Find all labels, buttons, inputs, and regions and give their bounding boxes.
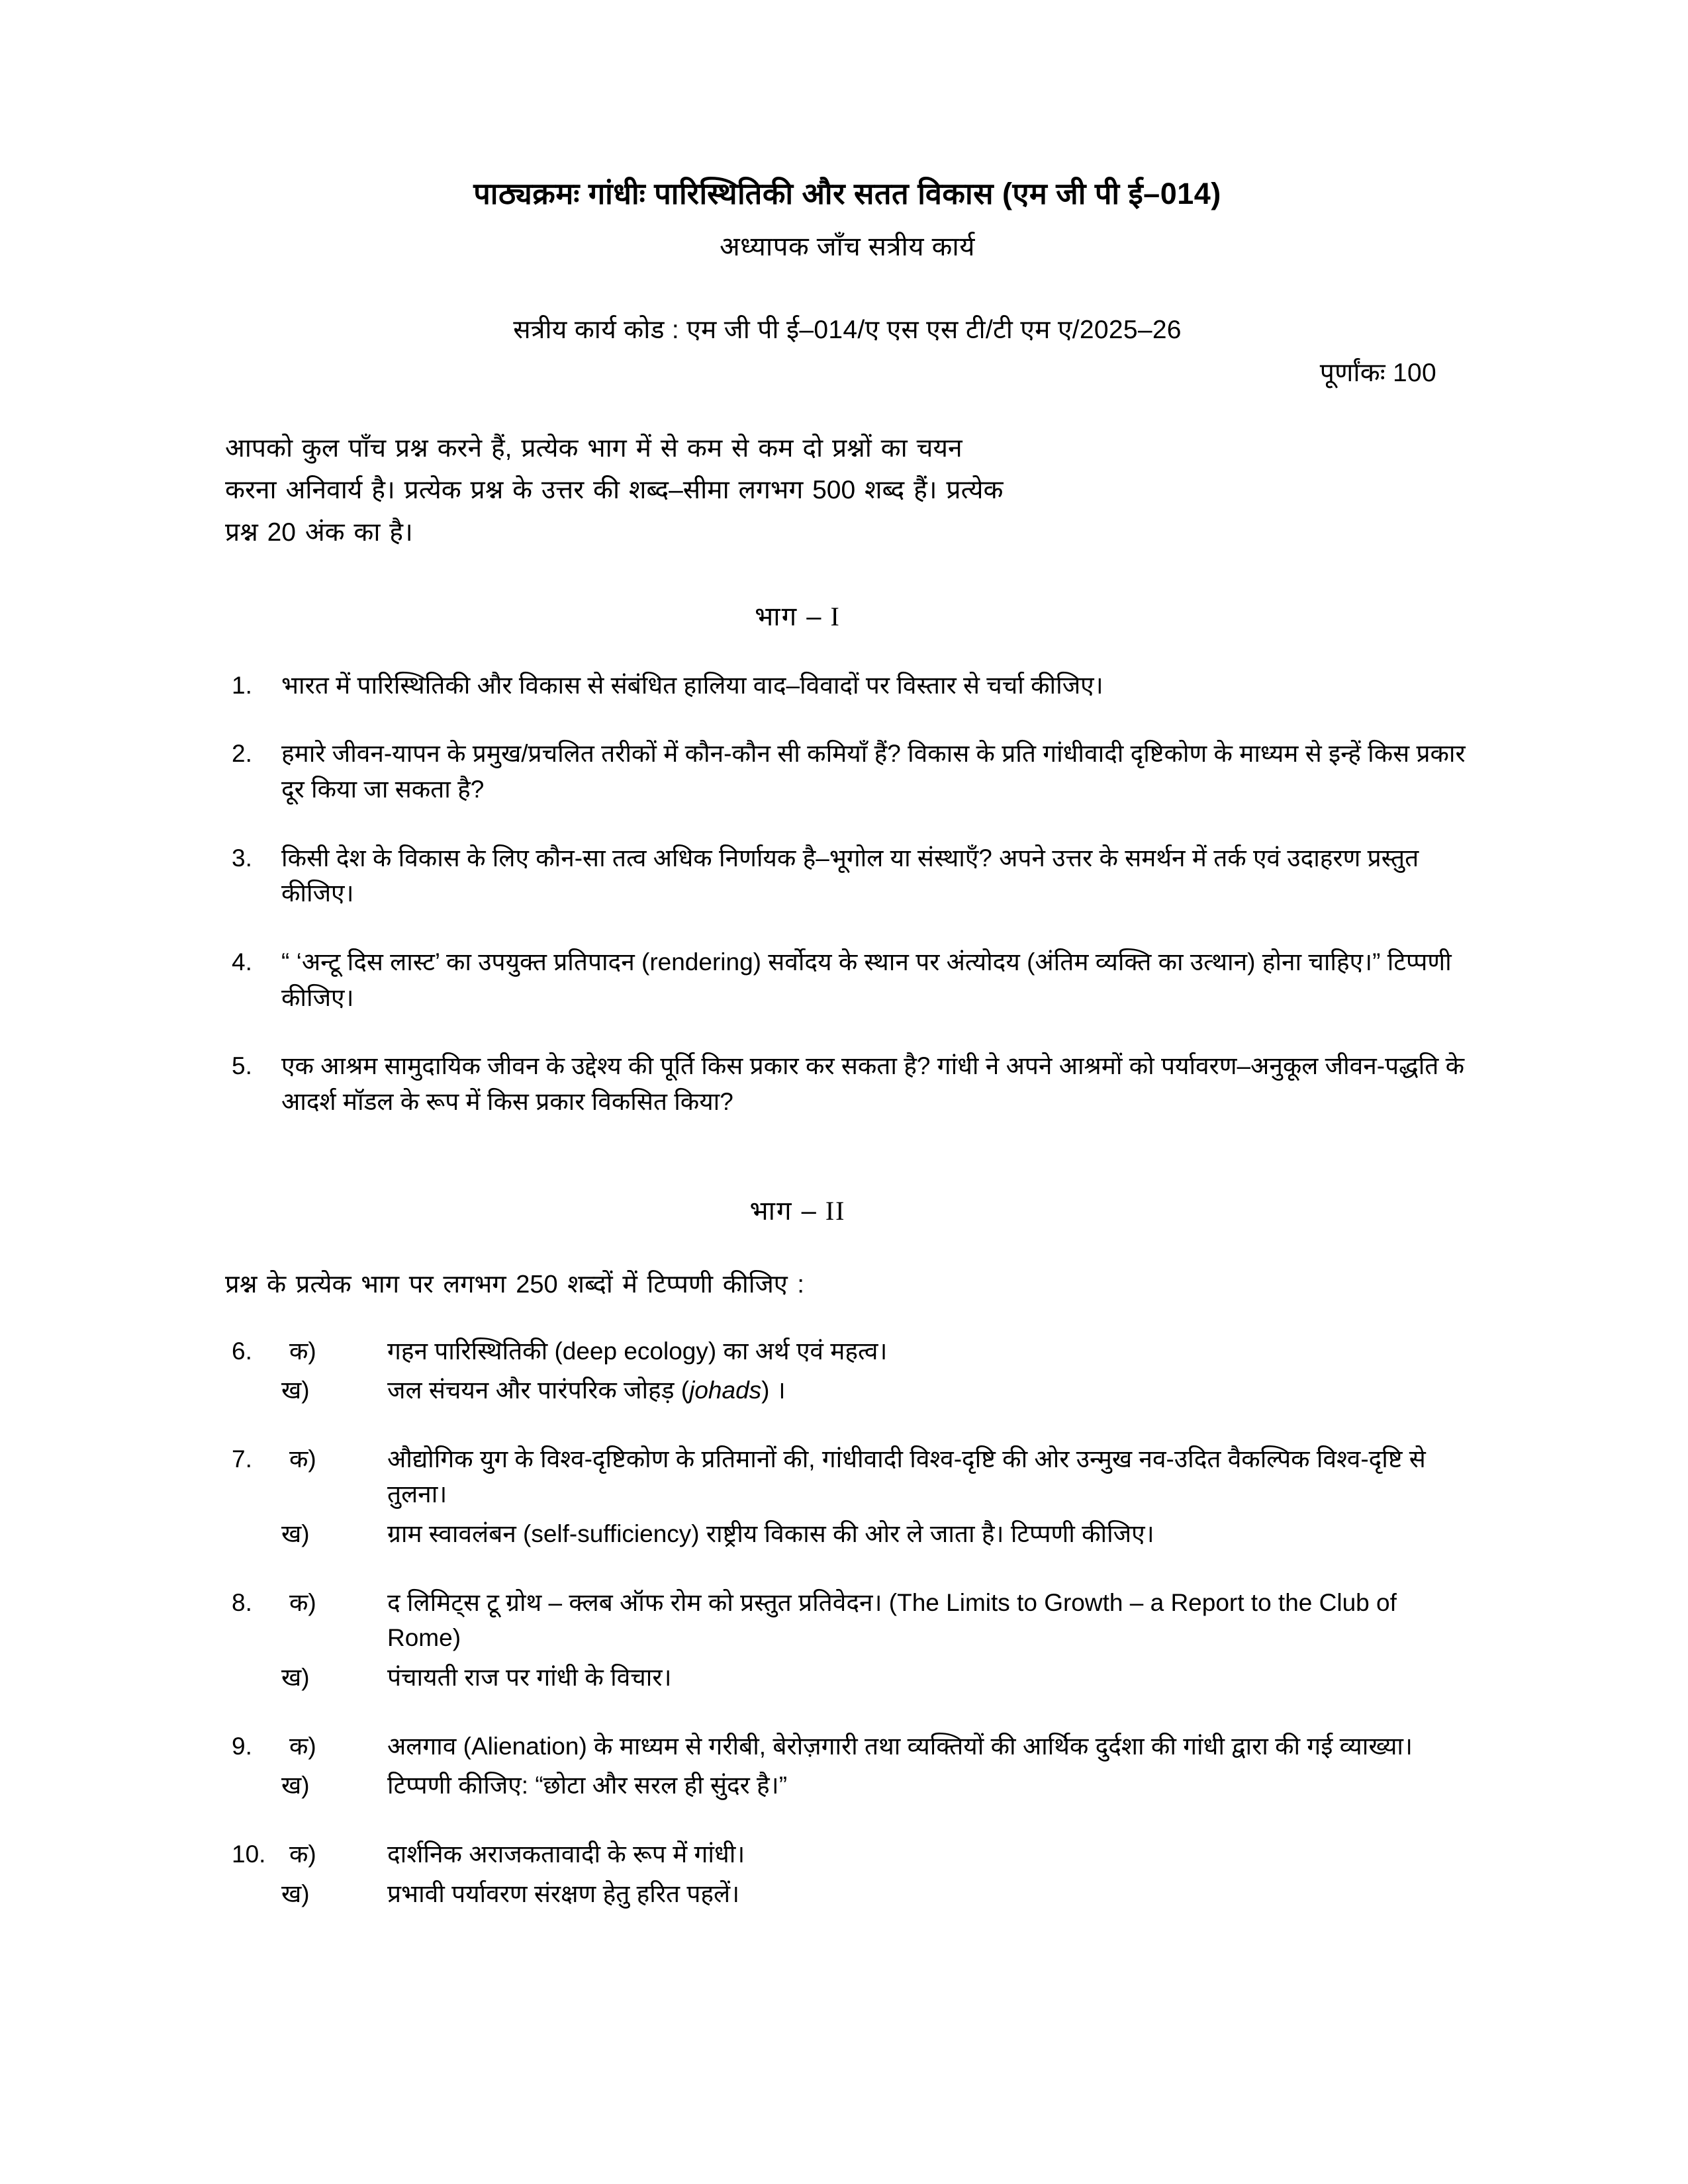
instructions-line-1: आपको कुल पाँच प्रश्न करने हैं, प्रत्येक भाग में से कम से कम दो प्रश्नों का चयन — [225, 434, 962, 463]
question-subpart — [281, 1512, 1470, 1552]
subpart-text: द लिमिट्स टू ग्रोथ – क्लब ऑफ रोम को प्रस्तुत प्रतिवेदन। (The Limits to Growth – a Report to the Club of Rome) — [387, 1588, 1397, 1652]
subpart-label: ख) — [281, 1664, 310, 1692]
subpart-label: ख) — [281, 1772, 310, 1799]
subpart-text: जल संचयन और पारंपरिक जोहड़ (johads) । — [387, 1377, 786, 1404]
question-subpart — [281, 1729, 1470, 1764]
subpart-label: ख) — [281, 1377, 310, 1404]
subpart-text: गहन पारिस्थितिकी (deep ecology) का अर्थ एवं महत्व। — [387, 1337, 888, 1365]
question-number: 7. — [232, 1445, 252, 1473]
subpart-label: ख) — [281, 1520, 310, 1548]
question-number: 1. — [232, 671, 252, 699]
assignment-code: सत्रीय कार्य कोड : एम जी पी ई–014/ए एस एस टी/टी एम ए/2025–26 — [513, 316, 1182, 345]
johads-term: johads — [689, 1377, 762, 1404]
question-number: 5. — [232, 1052, 252, 1080]
question-subpart — [281, 1837, 1470, 1872]
subpart-label: क) — [289, 1337, 316, 1365]
question-subpart — [281, 1334, 1470, 1369]
question-item — [218, 807, 1476, 911]
subpart-label: क) — [289, 1588, 316, 1616]
question-item — [218, 1408, 1476, 1552]
question-item — [218, 1015, 1476, 1119]
question-number: 9. — [232, 1732, 252, 1760]
question-number: 3. — [232, 844, 252, 872]
question-text: किसी देश के विकास के लिए कौन-सा तत्व अधिक निर्णायक है–भूगोल या संस्थाएँ? अपने उत्तर के समर्थन में तर्क एवं उदाहरण प्रस्तुत कीजिए। — [281, 844, 1419, 907]
part-1-heading — [218, 553, 1476, 633]
question-number: 2. — [232, 740, 252, 768]
question-item — [218, 1696, 1476, 1803]
question-subpart — [281, 1441, 1470, 1512]
part-2-heading-label: भाग – — [749, 1196, 818, 1226]
question-number: 4. — [232, 948, 252, 976]
instructions-line-3: प्रश्न 20 अंक का है। — [225, 518, 413, 547]
page-subtitle: अध्यापक जाँच सत्रीय कार्य — [720, 232, 975, 262]
question-item — [218, 1803, 1476, 1911]
part-2-sub-instruction: प्रश्न के प्रत्येक भाग पर लगभग 250 शब्दों में टिप्पणी कीजिए : — [225, 1270, 804, 1298]
question-text: “ ‘अन्टू दिस लास्ट’ का उपयुक्त प्रतिपादन (rendering) सर्वोदय के स्थान पर अंत्योदय (अंतिम व्यक्ति का उत्थान) होना चाहिए।” टिप्पणी कीजिए। — [281, 948, 1452, 1011]
subpart-text: पंचायती राज पर गांधी के विचार। — [387, 1664, 672, 1692]
question-item — [218, 633, 1476, 704]
question-text: हमारे जीवन-यापन के प्रमुख/प्रचलित तरीकों में कौन-कौन सी कमियाँ हैं? विकास के प्रति गांधीवादी दृष्टिकोण के माध्यम से इन्हें किस प्रकार दूर किया जा सकता है? — [281, 740, 1466, 803]
question-item — [218, 1552, 1476, 1696]
subpart-text: दार्शनिक अराजकतावादी के रूप में गांधी। — [387, 1840, 745, 1868]
subpart-label: क) — [289, 1445, 316, 1473]
subpart-text: अलगाव (Alienation) के माध्यम से गरीबी, बेरोज़गारी तथा व्यक्तियों की आर्थिक दुर्दशा की गांधी द्वारा की गई व्याख्या। — [387, 1732, 1413, 1760]
question-subpart — [281, 1585, 1470, 1656]
page-title: पाठ्यक्रमः गांधीः पारिस्थितिकी और सतत विकास (एम जी पी ई–014) — [473, 177, 1221, 210]
question-text: भारत में पारिस्थितिकी और विकास से संबंधित हालिया वाद–विवादों पर विस्तार से चर्चा कीजिए। — [281, 671, 1103, 699]
subpart-text: ग्राम स्वावलंबन (self-sufficiency) राष्ट्रीय विकास की ओर ले जाता है। टिप्पणी कीजिए। — [387, 1520, 1154, 1548]
instructions-line-2: करना अनिवार्य है। प्रत्येक प्रश्न के उत्तर की शब्द–सीमा लगभग 500 शब्द हैं। प्रत्येक — [225, 476, 1004, 505]
subpart-label: क) — [289, 1840, 316, 1868]
question-item — [218, 1300, 1476, 1408]
subpart-text: औद्योगिक युग के विश्व-दृष्टिकोण के प्रतिमानों की, गांधीवादी विश्व-दृष्टि की ओर उन्मुख नव-उदित वैकल्पिक विश्व-दृष्टि से तुलना। — [387, 1445, 1426, 1508]
question-subpart — [281, 1369, 1470, 1408]
part-2-question-list — [218, 1300, 1476, 1912]
part-1-question-list — [218, 633, 1476, 1120]
question-subpart — [281, 1656, 1470, 1696]
subpart-label: क) — [289, 1732, 316, 1760]
instructions-block — [218, 389, 1476, 553]
question-number: 8. — [232, 1588, 252, 1616]
part-2-heading-roman: II — [825, 1195, 846, 1226]
part-1-heading-label: भाग – — [755, 602, 823, 631]
question-number: 6. — [232, 1337, 252, 1365]
question-number: 10. — [232, 1840, 266, 1868]
question-text: एक आश्रम सामुदायिक जीवन के उद्देश्य की पूर्ति किस प्रकार कर सकता है? गांधी ने अपने आश्रमों को पर्यावरण–अनुकूल जीवन-पद्धति के आदर्श मॉडल के रूप में किस प्रकार विकसित किया? — [281, 1052, 1465, 1115]
part-1-heading-roman: I — [830, 601, 841, 631]
question-subpart — [281, 1764, 1470, 1803]
subpart-text: टिप्पणी कीजिए: “छोटा और सरल ही सुंदर है।” — [387, 1772, 788, 1799]
question-subpart — [281, 1872, 1470, 1912]
question-item — [218, 911, 1476, 1015]
max-marks: पूर्णांकः 100 — [1319, 359, 1436, 388]
subpart-text: प्रभावी पर्यावरण संरक्षण हेतु हरित पहलें। — [387, 1880, 740, 1907]
part-2-heading — [218, 1120, 1476, 1228]
page-content — [218, 0, 1476, 1911]
question-item — [218, 703, 1476, 807]
subpart-label: ख) — [281, 1880, 310, 1907]
